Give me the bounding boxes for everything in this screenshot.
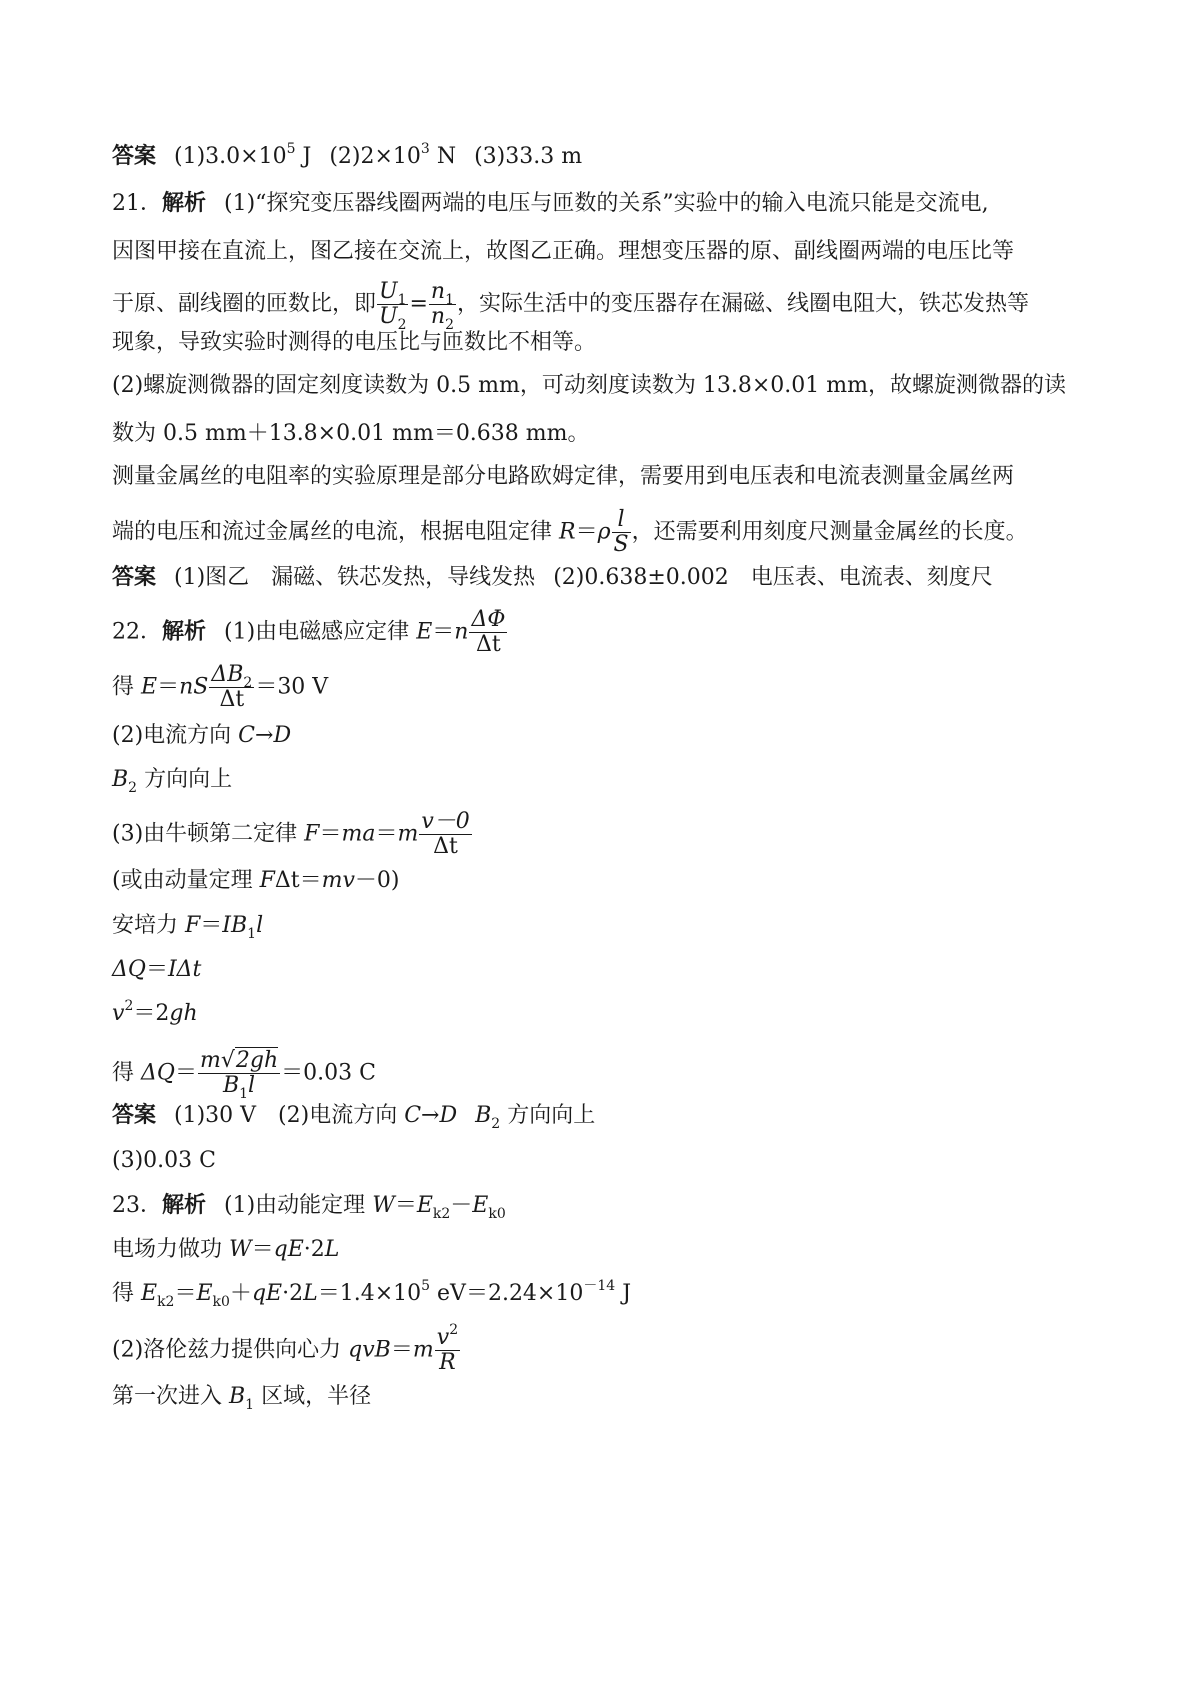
q22-answer-line-2: (3)0.03 C — [112, 1148, 216, 1173]
q22-line-2: 得 E＝nS $\frac{\Delta B_2}{\Delta t}$ ＝30 V — [112, 662, 329, 712]
q22-line-9: $v^2=2gh$ — [112, 998, 198, 1026]
q23-line-2: 电场力做功 W＝qE·2L — [112, 1237, 340, 1262]
q22-line-3: (2)电流方向 C→D — [112, 723, 292, 748]
q22-answer-line: 答案 (1)30 V (2)电流方向 C→D $B_2$ 方向向上 — [112, 1103, 596, 1132]
q23-line-3: 得 $E_{k2}=E_{k0}+qE\cdot 2L=1.4\times 10^5$ $eV=2.24\times 10^{-14}$ J — [112, 1278, 632, 1310]
q22-line-10: 得 ΔQ＝ $\frac{m√2gh}{B_1l}$ ＝0.03 C — [112, 1048, 376, 1102]
q21-line-2: 因图甲接在直流上，图乙接在交流上，故图乙正确。理想变压器的原、副线圈两端的电压比等 — [112, 239, 1015, 264]
q22-line-6: (或由动量定理 FΔt＝mv－0) — [112, 868, 400, 893]
question-number: 23． — [112, 1193, 162, 1218]
q23-line-5: 第一次进入 $B_1$ 区域，半径 — [112, 1384, 372, 1413]
analysis-label: 解析 — [162, 1193, 207, 1218]
q21-line-4: 现象，导致实验时测得的电压比与匝数比不相等。 — [112, 330, 597, 355]
q21-line-6: 数为 0.5 mm＋13.8×0.01 mm＝0.638 mm。 — [112, 421, 590, 446]
q21-line-3: 于原、副线圈的匝数比，即 $\frac{U_1}{U_2}$ = $\frac{n_1}{n_2}$ ，实际生活中的变压器存在漏磁、线圈电阻大，铁芯发热等 — [112, 279, 1030, 333]
q22-line-5: (3)由牛顿第二定律 F＝ma＝m $\frac{v-0}{\Delta t}$ — [112, 809, 470, 859]
answer-label: 答案 — [112, 1103, 157, 1128]
resistance-fraction: $\frac{l}{S}$ — [613, 507, 629, 557]
answer-part-3: (3)33.3 m — [474, 144, 583, 169]
answer-part-1: $(1)3.0\times 10^5$ J — [174, 141, 312, 169]
voltage-ratio-fraction: $\frac{U_1}{U_2}$ — [379, 279, 407, 333]
centripetal-fraction: $\frac{v^2}{R}$ — [436, 1322, 459, 1375]
q21-line-7: 测量金属丝的电阻率的实验原理是部分电路欧姆定律，需要用到电压表和电流表测量金属丝两 — [112, 464, 1015, 489]
q22-line-4: $B_2$ 方向向上 — [112, 767, 233, 796]
q22-line-1: 22．解析 (1)由电磁感应定律 E＝n $\frac{\Delta\Phi}{\Delta t}$ — [112, 607, 506, 657]
analysis-label: 解析 — [162, 191, 207, 216]
velocity-change-fraction: $\frac{v-0}{\Delta t}$ — [421, 809, 470, 859]
answer-label: 答案 — [112, 565, 157, 590]
answer-label: 答案 — [112, 144, 157, 169]
question-number: 21． — [112, 191, 162, 216]
charge-fraction: $\frac{m√2gh}{B_1l}$ — [199, 1048, 279, 1102]
field-change-fraction: $\frac{\Delta B_2}{\Delta t}$ — [211, 662, 253, 712]
turns-ratio-fraction: $\frac{n_1}{n_2}$ — [430, 279, 455, 333]
answer-20-line — [112, 142, 582, 172]
answer-part-2: $(2)2\times 10^3$ N — [329, 141, 457, 169]
question-number: 22． — [112, 619, 162, 645]
q21-line-1: 21．解析 (1)“探究变压器线圈两端的电压与匝数的关系”实验中的输入电流只能是交流电, — [112, 191, 989, 216]
q21-line-8: 端的电压和流过金属丝的电流，根据电阻定律 R＝ρ $\frac{l}{S}$ ，还需要利用刻度尺测量金属丝的长度。 — [112, 507, 1028, 557]
q22-line-7: 安培力 $F=IB_1l$ — [112, 913, 264, 942]
q21-line-5: (2)螺旋测微器的固定刻度读数为 0.5 mm，可动刻度读数为 13.8×0.01 mm，故螺旋测微器的读 — [112, 373, 1066, 398]
q23-line-4: (2)洛伦兹力提供向心力 qvB＝m $\frac{v^2}{R}$ — [112, 1322, 459, 1375]
q21-answer-line: 答案 (1)图乙 漏磁、铁芯发热，导线发热 (2)0.638±0.002 电压表、电流表、刻度尺 — [112, 565, 993, 590]
analysis-label: 解析 — [162, 619, 207, 645]
q23-line-1: 23．解析 (1)由动能定理 $W=E_{k2}-E_{k0}$ — [112, 1193, 506, 1222]
flux-change-fraction: $\frac{\Delta\Phi}{\Delta t}$ — [471, 607, 506, 657]
q22-line-8: ΔQ＝IΔt — [112, 957, 202, 982]
